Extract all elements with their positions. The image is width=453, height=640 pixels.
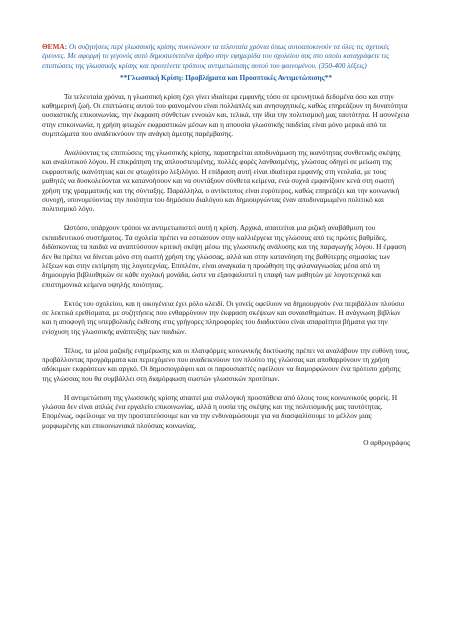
article-paragraph: Η αντιμετώπιση της γλωσσικής κρίσης απαιτεί μια συλλογική προσπάθεια από όλους τους κοινωνικούς φορείς. Η γλώσσα δεν είναι απλώς ένα εργαλείο επικοινωνίας, αλλά η ουσία της σκέψης και της πολιτισμικής μας ταυτότητας. Επομένως, οφείλουμε να την προστατεύσουμε και να την ενδυναμώσουμε για να διασφαλίσουμε το μέλλον μιας μορφωμένης και επικοινωνιακά πλούσιας κοινωνίας. [42, 392, 398, 430]
article-paragraph: Αναλύοντας τις επιπτώσεις της γλωσσικής κρίσης, παρατηρείται αποδυνάμωση της ικανότητας συνθετικής σκέψης και αναλυτικού λόγου. Η επικράτηση της απλουστευμένης, πολλές φορές λανθασμένης, γλώσσας οδηγεί σε μείωση της εκφραστικής ικανότητας και σε φτωχότερο λεξιλόγιο. Η επίδραση αυτή είναι ιδιαίτερα εμφανής στη νεολαία, με τους μαθητές να δυσκολεύονται να κατανοήσουν και να συντάξουν σύνθετα κείμενα, ενώ συχνά εμφανίζουν κενά στη σωστή χρήση της γραμματικής και της σύνταξης. Παράλληλα, ο αντίκτυπος είναι ευρύτερος, καθώς επηρεάζει και την κοινωνική συνοχή, υπονομεύοντας την ποιότητα του δημόσιου διαλόγου και δημιουργώντας έναν αποδυναμωμένο πολιτικό και πολιτισμικό λόγο. [42, 148, 401, 214]
author-signature: Ο αρθρογράφος [363, 437, 410, 447]
article-paragraph: Τέλος, τα μέσα μαζικής ενημέρωσης και οι πλατφόρμες κοινωνικής δικτύωσης πρέπει να αναλάβουν την ευθύνη τους, προβάλλοντας προγράμματα και περιεχόμενο που αναδεικνύουν τον πλούτο της γλώσσας και αποθαρρύνουν τη χρήση αδόκιμων εκφράσεων και αργκό. Οι δημοσιογράφοι και οι παρουσιαστές οφείλουν να διαμορφώνουν ένα πρότυπο χρήσης της γλώσσας που θα συμβάλλει στη διαμόρφωση σωστών γλωσσικών προτύπων. [42, 345, 410, 383]
article-paragraph: Εκτός του σχολείου, και η οικογένεια έχει ρόλο κλειδί. Οι γονείς οφείλουν να δημιουργούν ένα περιβάλλον πλούσιο σε λεκτικά ερεθίσματα, με συζητήσεις που ενθαρρύνουν την έκφραση σκέψεων και συναισθημάτων. Η ανάγνωση βιβλίων και η αποφυγή της υπερβολικής έκθεσης στις γρήγορες πληροφορίες του διαδικτύου είναι απαραίτητα βήματα για την ενίσχυση της γλωσσικής ανάπτυξης των παιδιών. [42, 298, 405, 336]
prompt-tag: ΘΕΜΑ: [42, 42, 68, 51]
article-title: **Γλωσσική Κρίση: Προβλήματα και Προοπτικές Αντιμετώπισης** [119, 73, 333, 83]
prompt-text: Οι συζητήσεις περί γλωσσικής κρίσης πυκνώνουν τα τελευταία χρόνια όπως αυτοαποκινούν τα όλες τις σχετικές έρευνες. Με αφορμή το γεγονός αυτό δημοσιεύετεένα άρθρο στην εφημερίδα του σχολείου σας στο οποίο καταγράφετε τις επιπτώσεις της γλωσσικής κρίσης και προτείνετε τρόπους αντιμετώπισης αυτού του φαινομένου. (350-400 λέξεις) [42, 42, 390, 70]
assignment-prompt [42, 42, 410, 70]
article-paragraph: Ωστόσο, υπάρχουν τρόποι να αντιμετωπιστεί αυτή η κρίση. Αρχικά, απαιτείται μια ριζική αναβάθμιση του εκπαιδευτικού συστήματος. Τα σχολεία πρέπει να εστιάσουν στην καλλιέργεια της γλώσσας από τις πρώτες βαθμίδες, διδάσκοντας τα παιδιά να αναπτύσσουν κριτική σκέψη μέσω της γλωσσικής ανάλυσης και της παραγωγής λόγου. Η έμφαση δεν θα πρέπει να δίνεται μόνο στη σωστή χρήση της γλώσσας, αλλά και στην κατανόηση της βαθύτερης σημασίας των λέξεων και στην εκτίμηση της λογοτεχνίας. Επιπλέον, είναι αναγκαία η προώθηση της φιλαναγνωσίας μέσα από τη δημιουργία βιβλιοθηκών σε κάθε σχολική μονάδα, ώστε να εξασφαλιστεί η επαφή των μαθητών με λογοτεχνικά και επιστημονικά κείμενα υψηλής ποιότητας. [42, 223, 407, 289]
article-paragraph: Τα τελευταία χρόνια, η γλωσσική κρίση έχει γίνει ιδιαίτερα εμφανής τόσο σε ερευνητικά δεδομένα όσο και στην καθημερινή ζωή. Οι επιπτώσεις αυτού του φαινομένου είναι πολλαπλές και ανησυχητικές, καθώς επηρεάζουν τη δυνατότητα ουσιαστικής επικοινωνίας, την έκφραση σύνθετων εννοιών και, τελικά, την ίδια την πολιτισμική μας ταυτότητα. Η ασυνέχεια στην επικοινωνία, η χρήση φτωχών εκφραστικών μέσων και η απουσία γλωσσικής παιδείας είναι μόνο μερικά από τα συμπτώματα που αναδεικνύουν την ανάγκη άμεσης παρέμβασης. [42, 91, 410, 139]
